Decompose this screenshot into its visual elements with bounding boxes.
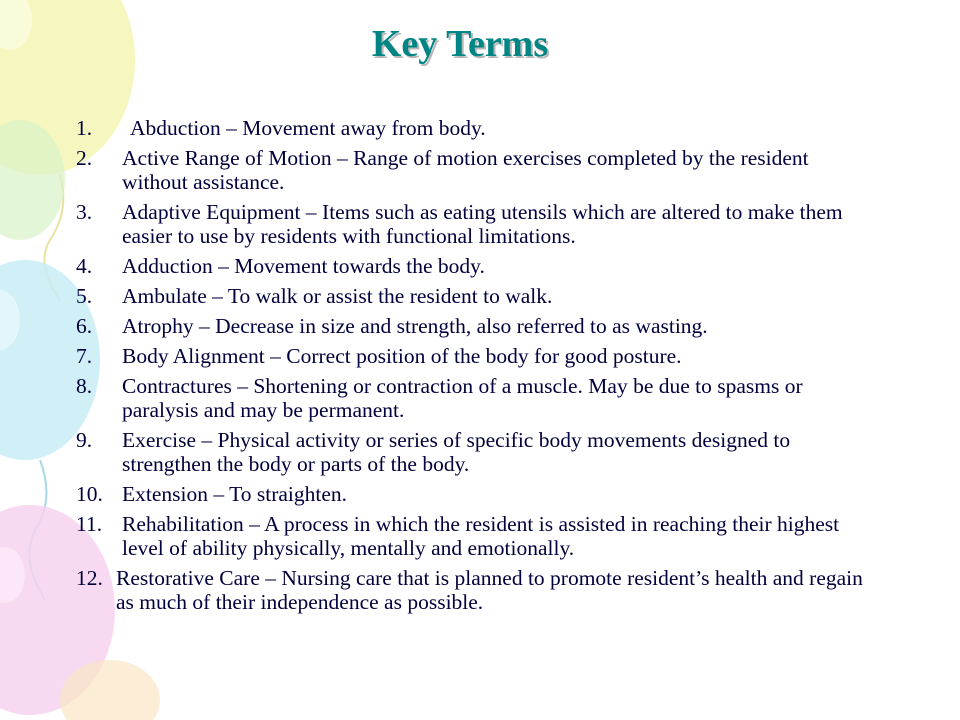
item-number: 7. bbox=[76, 344, 93, 368]
item-text: Abduction – Movement away from body. bbox=[130, 116, 486, 140]
item-text: Adaptive Equipment – Items such as eating utensils which are altered to make them easier to use by residents with functional limitations. bbox=[122, 200, 843, 248]
item-text: Body Alignment – Correct position of the body for good posture. bbox=[122, 344, 682, 368]
list-item bbox=[76, 512, 876, 560]
item-number: 3. bbox=[76, 200, 93, 224]
list-item bbox=[76, 344, 876, 368]
list-item bbox=[76, 200, 876, 248]
item-text: Exercise – Physical activity or series of specific body movements designed to strengthen the body or parts of the body. bbox=[122, 428, 791, 476]
page-title: Key Terms bbox=[371, 23, 549, 65]
key-terms-list bbox=[76, 116, 876, 620]
item-number: 5. bbox=[76, 284, 93, 308]
item-text: Rehabilitation – A process in which the resident is assisted in reaching their highest level of ability physically, mentally and emotionally. bbox=[122, 512, 840, 560]
item-number: 1. bbox=[76, 116, 93, 140]
item-number: 9. bbox=[76, 428, 93, 452]
item-number: 12. bbox=[76, 566, 103, 590]
item-text: Ambulate – To walk or assist the resident to walk. bbox=[122, 284, 553, 308]
list-item bbox=[76, 314, 876, 338]
item-text: Restorative Care – Nursing care that is planned to promote resident’s health and regain as much of their independence as possible. bbox=[116, 566, 863, 614]
list-item bbox=[76, 146, 876, 194]
list-item bbox=[76, 428, 876, 476]
list-item bbox=[76, 284, 876, 308]
item-text: Extension – To straighten. bbox=[122, 482, 348, 506]
item-text: Active Range of Motion – Range of motion exercises completed by the resident without assistance. bbox=[122, 146, 809, 194]
item-text: Adduction – Movement towards the body. bbox=[122, 254, 485, 278]
item-number: 6. bbox=[76, 314, 93, 338]
list-item bbox=[76, 254, 876, 278]
list-item bbox=[76, 566, 876, 614]
list-item bbox=[76, 116, 876, 140]
item-number: 4. bbox=[76, 254, 93, 278]
item-text: Atrophy – Decrease in size and strength, also referred to as wasting. bbox=[122, 314, 708, 338]
item-text: Contractures – Shortening or contraction of a muscle. May be due to spasms or paralysis and may be permanent. bbox=[122, 374, 803, 422]
list-item bbox=[76, 482, 876, 506]
item-number: 2. bbox=[76, 146, 93, 170]
list-item bbox=[76, 374, 876, 422]
item-number: 11. bbox=[76, 512, 103, 536]
item-number: 10. bbox=[76, 482, 103, 506]
item-number: 8. bbox=[76, 374, 93, 398]
